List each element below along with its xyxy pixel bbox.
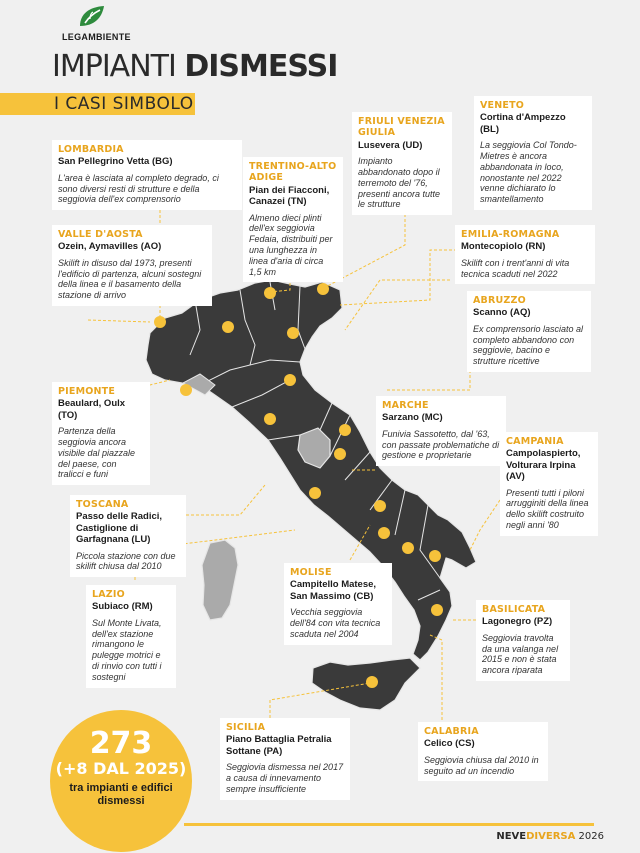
region-label: PIEMONTE bbox=[58, 386, 116, 397]
region-label: EMILIA-ROMAGNA bbox=[461, 229, 560, 240]
case-description: Funivia Sassotetto, dal '63, con passate problematiche di gestione e proprietarie bbox=[382, 428, 500, 461]
dot-veneto bbox=[287, 327, 299, 339]
dot-emilia bbox=[284, 374, 296, 386]
region-label: TRENTINO-ALTO ADIGE bbox=[249, 161, 337, 184]
case-description: Seggiovia dismessa nel 2017 a causa di innevamento sempre insufficiente bbox=[226, 762, 344, 794]
card-calabria bbox=[418, 722, 548, 781]
dot-basilicata-2 bbox=[429, 550, 441, 562]
sardinia bbox=[202, 540, 238, 620]
card-lazio bbox=[86, 585, 176, 688]
region-label: BASILICATA bbox=[482, 604, 546, 615]
place-label: Celico (CS) bbox=[424, 738, 475, 750]
dot-molise bbox=[374, 500, 386, 512]
place-label: Beaulard, Oulx (TO) bbox=[58, 398, 126, 421]
region-label: SICILIA bbox=[226, 722, 266, 733]
total-circle bbox=[50, 710, 192, 852]
dot-sicilia bbox=[366, 676, 378, 688]
region-label: CALABRIA bbox=[424, 726, 479, 737]
region-label: FRIULI VENEZIA GIULIA bbox=[358, 116, 445, 139]
dot-valle-aosta bbox=[222, 321, 234, 333]
dot-calabria bbox=[431, 604, 443, 616]
place-label: Pian dei Fiacconi, Canazei (TN) bbox=[249, 184, 330, 208]
dot-lombardia bbox=[154, 316, 166, 328]
card-campania bbox=[500, 432, 598, 536]
card-trentino bbox=[243, 157, 343, 282]
total-label: tra impianti e edifici dismessi bbox=[69, 782, 173, 807]
case-description: Ex comprensorio lasciato al completo abbandono con seggiovie, bacino e strutture ricettive bbox=[473, 323, 584, 367]
place-label: Scanno (AQ) bbox=[473, 307, 531, 319]
place-label: Piano Battaglia Petralia Sottane (PA) bbox=[226, 734, 332, 757]
region-label: MOLISE bbox=[290, 567, 332, 578]
region-label: VALLE D'AOSTA bbox=[58, 229, 143, 240]
case-description: Sul Monte Livata, dell'ex stazione rimangono le pulegge motrici e di rinvio con tutti i sostegni bbox=[92, 617, 162, 682]
card-lombardia bbox=[52, 140, 242, 210]
footer-line bbox=[184, 823, 594, 826]
dot-basilicata-1 bbox=[402, 542, 414, 554]
region-label: LOMBARDIA bbox=[58, 144, 124, 155]
card-abruzzo bbox=[467, 291, 591, 372]
card-basilicata bbox=[476, 600, 570, 681]
brand-name: LEGAMBIENTE bbox=[62, 32, 131, 42]
card-molise bbox=[284, 563, 392, 645]
case-description: Seggiovia travolta da una valanga nel 2015 e non è stata ancora riparata bbox=[482, 632, 559, 676]
place-label: San Pellegrino Vetta (BG) bbox=[58, 156, 173, 168]
card-marche bbox=[376, 396, 506, 466]
dot-lazio bbox=[309, 487, 321, 499]
region-label: TOSCANA bbox=[76, 499, 129, 510]
case-description: Piccola stazione con due skilift chiusa dal 2010 bbox=[76, 550, 176, 572]
title-light: IMPIANTI bbox=[52, 49, 176, 84]
case-description: La seggiovia Col Tondo-Mietres è ancora abbandonata in loco, nonostante nel 2022 venne dichiarato lo smantellamento bbox=[480, 140, 577, 205]
place-label: Cortina d'Ampezzo (BL) bbox=[480, 112, 566, 135]
card-emilia-romagna bbox=[455, 225, 595, 284]
title-bold: DISMESSI bbox=[184, 49, 338, 84]
subtitle: I CASI SIMBOLO bbox=[54, 94, 194, 114]
place-label: Lusevera (UD) bbox=[358, 139, 423, 151]
card-friuli bbox=[352, 112, 452, 215]
case-description: Skilift in disuso dal 1973, presenti l'edificio di partenza, alcuni sostegni della linea e il basamento della stazione di arrivo bbox=[58, 257, 202, 301]
case-description: Seggiovia chiusa dal 2010 in seguito ad un incendio bbox=[424, 754, 539, 776]
place-label: Campolaspierto, Volturara Irpina (AV) bbox=[506, 448, 581, 483]
dot-friuli bbox=[317, 283, 329, 295]
place-label: Ozein, Aymavilles (AO) bbox=[58, 241, 162, 253]
region-label: ABRUZZO bbox=[473, 295, 526, 306]
place-label: Sarzano (MC) bbox=[382, 412, 443, 424]
place-label: Passo delle Radici, Castiglione di Garfagnana (LU) bbox=[76, 511, 163, 546]
case-description: Presenti tutti i piloni arrugginiti della linea dello skilift costruito negli anni '80 bbox=[506, 487, 589, 530]
total-number: 273 bbox=[89, 726, 153, 761]
total-increase: (+8 DAL 2025) bbox=[55, 759, 187, 778]
place-label: Montecopiolo (RN) bbox=[461, 241, 546, 253]
card-sicilia bbox=[220, 718, 350, 800]
dot-piemonte bbox=[180, 384, 192, 396]
card-veneto bbox=[474, 96, 592, 210]
dot-campania bbox=[378, 527, 390, 539]
region-label: MARCHE bbox=[382, 400, 429, 411]
case-description: Impianto abbandonato dopo il terremoto del '76, presenti ancora tutte le strutture bbox=[358, 156, 441, 210]
region-label: VENETO bbox=[480, 100, 525, 111]
footer-diversa: DIVERSA bbox=[526, 831, 576, 842]
region-label: CAMPANIA bbox=[506, 436, 564, 447]
footer-neve: NEVE bbox=[496, 831, 527, 842]
region-label: LAZIO bbox=[92, 589, 125, 600]
case-description: L'area è lasciata al completo degrado, ci sono diversi resti di strutture e della seggiovia dell'ex comprensorio bbox=[58, 172, 219, 205]
card-toscana bbox=[70, 495, 186, 577]
card-valle-aosta bbox=[52, 225, 212, 306]
place-label: Lagonegro (PZ) bbox=[482, 616, 553, 628]
footer-year: 2026 bbox=[578, 831, 604, 842]
dot-marche bbox=[339, 424, 351, 436]
footer-brand bbox=[496, 831, 604, 842]
case-description: Partenza della seggiovia ancora visibile dal piazzale del paese, con tralicci e funi bbox=[58, 426, 136, 480]
case-description: Skilift con i trent'anni di vita tecnica scaduti nel 2022 bbox=[461, 257, 570, 279]
place-label: Subiaco (RM) bbox=[92, 601, 153, 613]
case-description: Almeno dieci plinti dell'ex seggiovia Fedaia, distribuiti per una lunghezza in linea d'aria di circa 1,5 km bbox=[249, 212, 333, 277]
dot-toscana bbox=[264, 413, 276, 425]
case-description: Vecchia seggiovia dell'84 con vita tecnica scaduta nel 2004 bbox=[290, 607, 381, 639]
dot-trentino bbox=[264, 287, 276, 299]
place-label: Campitello Matese, San Massimo (CB) bbox=[290, 579, 377, 602]
dot-abruzzo bbox=[334, 448, 346, 460]
card-piemonte bbox=[52, 382, 150, 485]
